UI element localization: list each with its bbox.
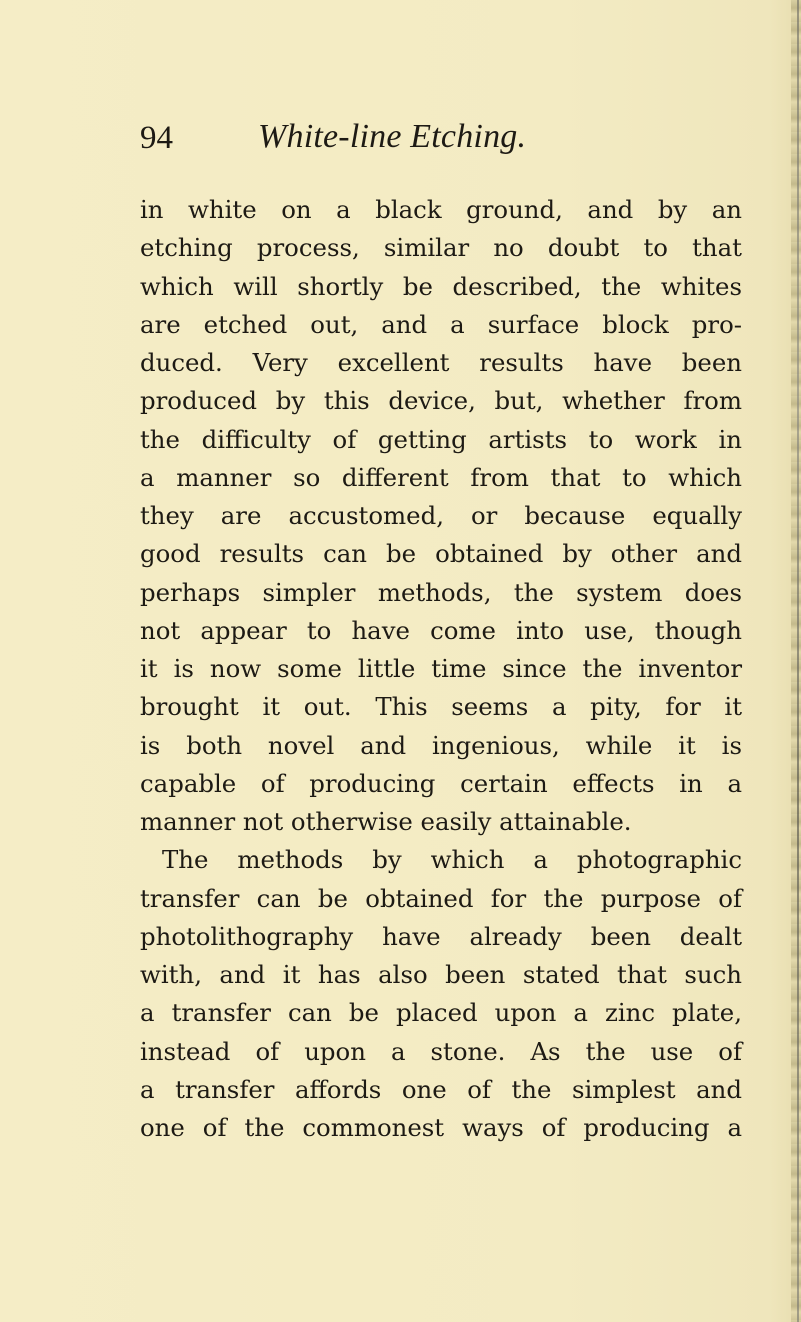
text-line: is both novel and ingenious, while it is [140, 730, 742, 760]
text-line: a transfer can be placed upon a zinc plate, [140, 998, 742, 1028]
text-line: etching process, similar no doubt to that [140, 233, 742, 263]
text-line: a transfer affords one of the simplest and [140, 1074, 742, 1104]
paragraph-end-line: manner not otherwise easily attainable. [140, 807, 632, 836]
text-line: it is now some little time since the inventor [140, 654, 742, 683]
text-line: good results can be obtained by other and [140, 539, 742, 569]
text-line: instead of upon a stone. As the use of [140, 1036, 742, 1066]
text-line: which will shortly be described, the whites [140, 271, 742, 301]
paragraph-start-line: The methods by which a photographic [162, 845, 742, 875]
text-line: a manner so different from that to which [140, 462, 742, 492]
text-line: not appear to have come into use, though [140, 615, 742, 645]
page-number: 94 [140, 120, 173, 156]
text-line: brought it out. This seems a pity, for it [140, 692, 742, 722]
text-line: in white on a black ground, and by an [140, 195, 742, 224]
text-line: transfer can be obtained for the purpose of [140, 883, 742, 913]
text-line: with, and it has also been stated that such [140, 960, 742, 989]
text-line: produced by this device, but, whether from [140, 386, 742, 416]
text-line: one of the commonest ways of producing a [140, 1113, 742, 1142]
text-line: are etched out, and a surface block pro- [140, 309, 742, 339]
body-text [140, 191, 742, 1147]
text-line: the difficulty of getting artists to work in [140, 424, 742, 454]
text-line: perhaps simpler methods, the system does [140, 577, 742, 607]
text-line: capable of producing certain effects in a [140, 768, 742, 798]
running-header [140, 118, 740, 168]
running-title: White-line Etching. [258, 118, 527, 155]
text-line: they are accustomed, or because equally [140, 501, 742, 530]
text-line: photolithography have already been dealt [140, 921, 742, 951]
text-line: duced. Very excellent results have been [140, 348, 742, 377]
page-edge-shadow [791, 0, 801, 1322]
